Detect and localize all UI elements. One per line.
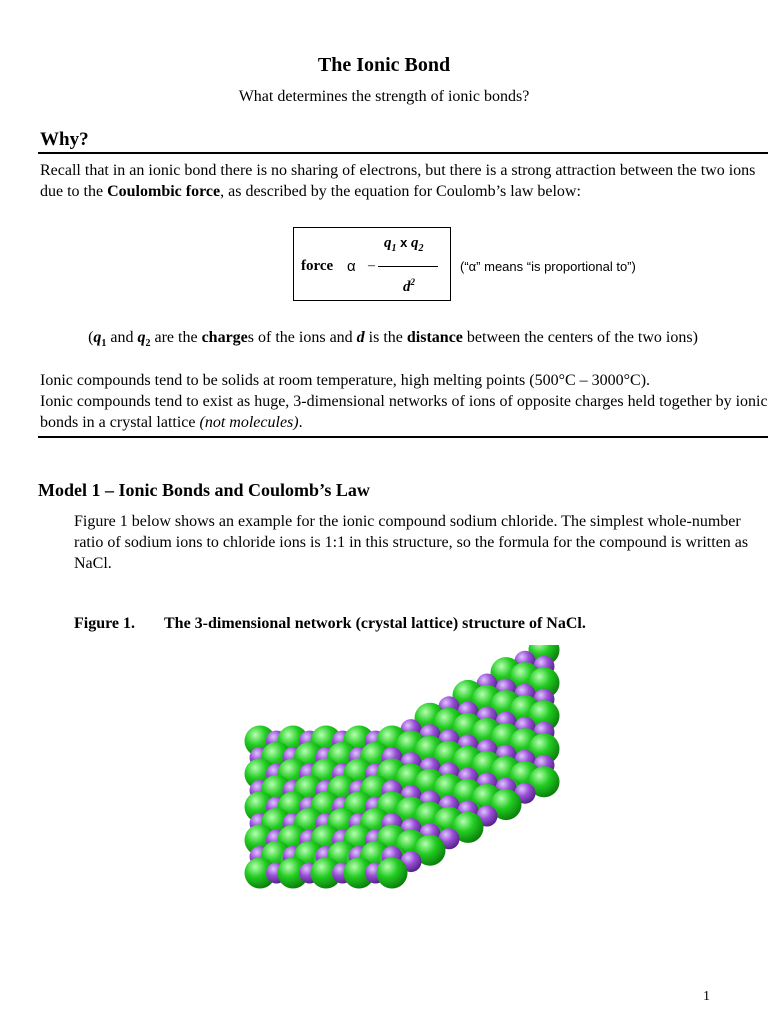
properties-line-1: Ionic compounds tend to be solids at room temperature, high melting points (500°C – 3000°C).	[40, 372, 651, 389]
equation-dash: –	[368, 258, 375, 273]
section-heading-why: Why?	[40, 129, 89, 150]
page-title: The Ionic Bond	[317, 54, 451, 76]
model-paragraph: Figure 1 below shows an example for the ionic compound sodium chloride. The simplest whole-number ratio of sodium ions to chloride ions is 1:1 in this structure, so the formula for the compound is written as NaCl.	[74, 513, 749, 572]
not-molecules-note: (not molecules)	[199, 414, 299, 431]
figure-caption: The 3-dimensional network (crystal lattice) structure of NaCl.	[164, 615, 586, 632]
equation-numerator: $q_1$ x $q_2$	[384, 235, 424, 254]
proportional-note: (“α” means “is proportional to”)	[460, 259, 636, 274]
intro-text: Recall that in an ionic bond there is no sharing of electrons, but there is a strong attraction between the two ions due to the	[40, 162, 756, 200]
model-heading: Model 1 – Ionic Bonds and Coulomb’s Law	[38, 480, 370, 500]
page-subtitle: What determines the strength of ionic bonds?	[238, 88, 530, 105]
intro-text-end: , as described by the equation for Coulomb’s law below:	[220, 183, 581, 200]
fraction-bar	[378, 266, 438, 267]
variable-definitions: ($q_1$ and $q_2$ are the charges of the ions and d is the distance between the centers of the two ions)	[88, 329, 698, 350]
equation-denominator: $d^2$	[403, 277, 415, 295]
properties-paragraph: Ionic compounds tend to exist as huge, 3-dimensional networks of ions of opposite charges held together by ionic bonds in a crystal lattice (not molecules).	[40, 393, 768, 431]
equation-force-label: force	[301, 258, 334, 274]
coulombic-force-term: Coulombic force	[107, 183, 221, 200]
section-divider	[38, 152, 768, 154]
chloride-ion	[377, 858, 408, 889]
figure-label: Figure 1.	[74, 615, 136, 632]
page-number: 1	[703, 989, 710, 1004]
section-divider-bottom	[38, 436, 768, 438]
intro-paragraph	[40, 160, 768, 202]
nacl-crystal-lattice-image	[238, 645, 568, 965]
proportional-symbol: α	[347, 258, 356, 275]
